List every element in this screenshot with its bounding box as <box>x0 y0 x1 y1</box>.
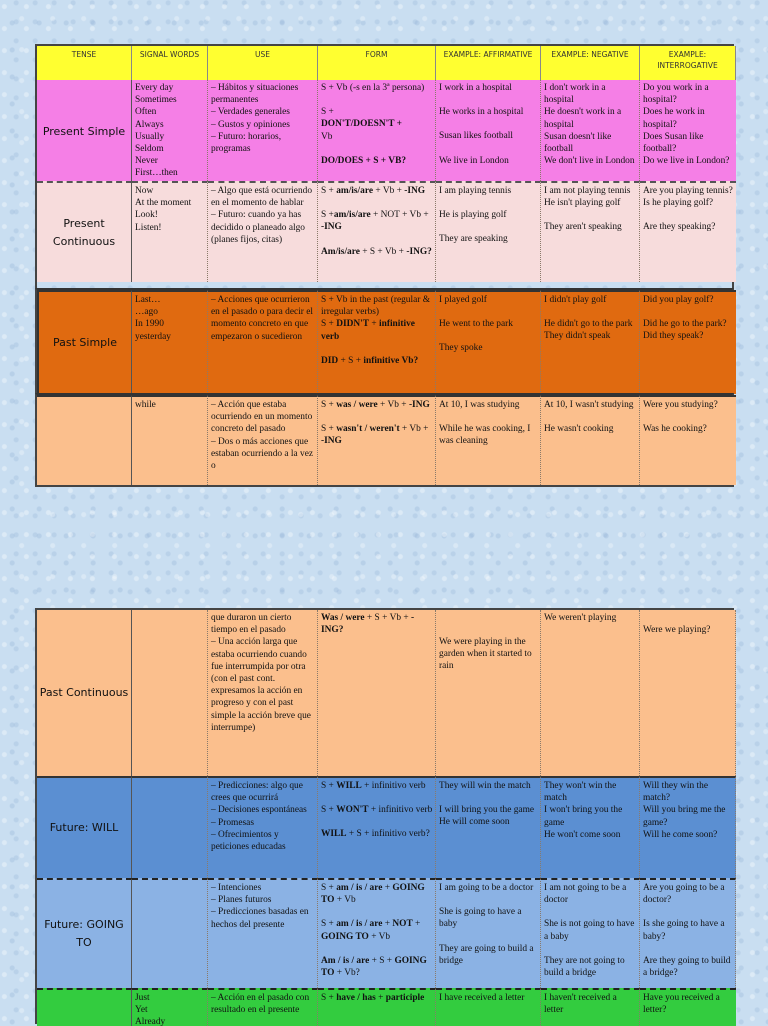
example-interrogative-cell <box>640 776 736 878</box>
signal-words-cell <box>132 395 208 485</box>
tense-present-perfect-blank <box>37 988 132 1026</box>
use-cell <box>208 776 318 878</box>
tense-past-continuous-blank <box>37 395 132 485</box>
use-item: – Predicciones: algo que crees que ocurrirá <box>211 781 303 804</box>
use-item: que duraron un cierto tiempo en el pasado <box>211 613 292 636</box>
signal-word: Just <box>135 993 150 1003</box>
example: Does he work in hospital? <box>643 107 705 130</box>
form-negative: S +am/is/are + NOT + Vb + -ING <box>321 210 429 233</box>
example: I work in a hospital <box>439 83 512 93</box>
use-item: – Gustos y opiniones <box>211 119 290 130</box>
example: Does Susan like football? <box>643 131 704 155</box>
header-signal-words: SIGNAL WORDS <box>132 46 208 80</box>
example: Will they win the match? <box>643 781 708 804</box>
form-cell <box>318 395 436 485</box>
example-negative-cell <box>541 395 640 485</box>
tense-future-will: Future: WILL <box>37 776 132 878</box>
form-cell <box>318 181 436 282</box>
signal-word: while <box>135 400 156 410</box>
example-interrogative-cell <box>640 395 736 485</box>
example: Was he cooking? <box>643 424 707 435</box>
use-item: – Futuro: cuando ya has decidido o planeado algo (planes fijos, citas) <box>211 210 305 245</box>
signal-word: In 1990 <box>135 319 164 330</box>
example-affirmative-cell <box>436 80 541 183</box>
form-affirmative: S + am/is/are + Vb + -ING <box>321 186 426 196</box>
signal-word: Yet <box>135 1005 148 1016</box>
example: They are not going to build a bridge <box>544 955 625 979</box>
example: Do you work in a hospital? <box>643 83 709 106</box>
form-affirmative: S + am / is / are + GOING TO + Vb <box>321 883 425 906</box>
form-negative: S + DIDN'T + infinitive verb <box>321 319 415 342</box>
header-example-interrogative: EXAMPLE: INTERROGATIVE <box>640 46 736 80</box>
use-item: – Promesas <box>211 817 254 828</box>
signal-word: Every day <box>135 83 174 93</box>
signal-words-cell <box>132 181 208 282</box>
example: We were playing in the garden when it started to rain <box>439 637 532 672</box>
example: Did he go to the park? <box>643 319 727 330</box>
use-item: – Futuro: horarios, programas <box>211 131 282 155</box>
example: I played golf <box>439 295 487 305</box>
form-negative: S + WON'T + infinitivo verb <box>321 805 433 816</box>
example: I didn't play golf <box>544 295 607 305</box>
signal-word: Last… <box>135 295 161 305</box>
row-past-simple <box>35 288 734 392</box>
example: I have received a letter <box>439 993 525 1003</box>
example-affirmative-cell <box>436 776 541 878</box>
signal-words-cell <box>132 290 208 394</box>
signal-word: Listen! <box>135 222 162 233</box>
example: I will bring you the game <box>439 805 535 816</box>
header-example-affirmative: EXAMPLE: AFFIRMATIVE <box>436 46 541 80</box>
example-negative-cell <box>541 80 640 183</box>
example: He won't come soon <box>544 829 621 840</box>
form-affirmative: S + Vb (-s en la 3ª persona) <box>321 83 425 93</box>
use-cell <box>208 290 318 394</box>
tense-past-simple: Past Simple <box>37 290 132 394</box>
signal-word: At the moment <box>135 198 192 209</box>
form-affirmative: S + have / has + participle <box>321 993 425 1003</box>
example-negative-cell <box>541 776 640 878</box>
example: At 10, I was studying <box>439 400 520 410</box>
example: We don't live in London <box>544 156 635 167</box>
example: Did you play golf? <box>643 295 714 305</box>
example: I am not going to be a doctor <box>544 883 627 906</box>
tense-present-simple: Present Simple <box>37 80 132 183</box>
example: They are speaking <box>439 234 508 245</box>
form-negative: S + am / is / are + NOT + GOING TO + Vb <box>321 919 421 942</box>
example-negative-cell <box>541 610 640 776</box>
header-tense: TENSE <box>37 46 132 80</box>
example: They didn't speak <box>544 331 611 342</box>
example-affirmative-cell <box>436 290 541 394</box>
example: Are they going to build a bridge? <box>643 955 731 979</box>
form-interrogative: Am/is/are + S + Vb + -ING? <box>321 246 432 257</box>
example: I won't bring you the game <box>544 805 623 828</box>
form-cell <box>318 290 436 394</box>
example: Are you playing tennis? <box>643 186 733 196</box>
example: They are going to build a bridge <box>439 943 534 966</box>
example-interrogative-cell <box>640 988 736 1026</box>
signal-words-cell <box>132 80 208 183</box>
example: Are you going to be a doctor? <box>643 883 725 906</box>
signal-words-cell <box>132 878 208 988</box>
signal-word: Already <box>135 1017 166 1026</box>
use-cell <box>208 395 318 485</box>
use-cell <box>208 878 318 988</box>
example-negative-cell <box>541 290 640 394</box>
example-affirmative-cell <box>436 181 541 282</box>
use-item: – Decisiones espontáneas <box>211 805 307 816</box>
example: Will you bring me the game? <box>643 805 726 828</box>
signal-word: Usually <box>135 131 165 142</box>
header-use: USE <box>208 46 318 80</box>
form-affirmative: S + was / were + Vb + -ING <box>321 400 430 410</box>
example: Susan doesn't like football <box>544 131 612 155</box>
example: They won't win the match <box>544 781 617 804</box>
example-interrogative-cell <box>640 80 736 183</box>
form-interrogative: Am / is / are + S + GOING TO + Vb? <box>321 955 427 979</box>
use-item: – Verdades generales <box>211 107 290 118</box>
tenses-table-bottom <box>35 608 734 1024</box>
example: Did they speak? <box>643 331 704 342</box>
signal-words-cell <box>132 988 208 1026</box>
signal-word: yesterday <box>135 331 171 342</box>
example-negative-cell <box>541 988 640 1026</box>
signal-word: Often <box>135 107 157 118</box>
header-form: FORM <box>318 46 436 80</box>
form-cell <box>318 610 436 776</box>
form-interrogative: Was / were + S + Vb + -ING? <box>321 613 415 636</box>
use-item: – Acción que estaba ocurriendo en un momento concreto del pasado <box>211 400 313 435</box>
form-affirmative: S + WILL + infinitivo verb <box>321 781 426 791</box>
use-item: – Intenciones <box>211 883 262 893</box>
form-interrogative: DID + S + infinitive Vb? <box>321 355 419 366</box>
example-affirmative-cell <box>436 395 541 485</box>
form-interrogative: WILL + S + infinitivo verb? <box>321 829 430 840</box>
example-negative-cell <box>541 878 640 988</box>
use-cell <box>208 610 318 776</box>
example: They spoke <box>439 343 483 354</box>
example: I am not playing tennis <box>544 186 631 196</box>
signal-word: Never <box>135 156 158 167</box>
example: He isn't playing golf <box>544 198 621 209</box>
example: Have you received a letter? <box>643 993 720 1016</box>
tense-present-continuous: Present Continuous <box>37 181 132 282</box>
use-item: – Predicciones basadas en hechos del presente <box>211 907 309 930</box>
use-item: – Hábitos y situaciones permanentes <box>211 83 299 106</box>
form-negative: S + wasn't / weren't + Vb + -ING <box>321 424 429 447</box>
example: She is going to have a baby <box>439 907 522 930</box>
use-item: – Una acción larga que estaba ocurriendo cuando fue interrumpida por otra (con el past cont. expresamos la acción en progreso y con el past simple la acción breve que interrumpe) <box>211 637 311 733</box>
use-cell <box>208 988 318 1026</box>
use-item: – Dos o más acciones que estaban ocurriendo a la vez o <box>211 436 314 472</box>
signal-word: First…then <box>135 168 178 179</box>
example: They aren't speaking <box>544 222 622 233</box>
example: At 10, I wasn't studying <box>544 400 634 410</box>
example: He works in a hospital <box>439 107 524 118</box>
example: He will come soon <box>439 817 510 828</box>
signal-words-cell <box>132 776 208 878</box>
use-item: – Ofrecimientos y peticiones educadas <box>211 829 286 853</box>
example: Were we playing? <box>643 625 711 635</box>
signal-word: Look! <box>135 210 158 221</box>
example-affirmative-cell <box>436 878 541 988</box>
signal-word: Sometimes <box>135 95 177 106</box>
example: While he was cooking, I was cleaning <box>439 424 531 447</box>
example: I am going to be a doctor <box>439 883 534 893</box>
form-cell <box>318 776 436 878</box>
use-item: – Algo que está ocurriendo en el momento de hablar <box>211 186 313 209</box>
use-cell <box>208 80 318 183</box>
form-cell <box>318 80 436 183</box>
example: They will win the match <box>439 781 531 791</box>
example: He went to the park <box>439 319 513 330</box>
form-cell <box>318 988 436 1026</box>
row-present-continuous <box>35 181 734 282</box>
example: He didn't go to the park <box>544 319 633 330</box>
form-cell <box>318 878 436 988</box>
signal-word: Seldom <box>135 144 164 155</box>
example: We weren't playing <box>544 613 617 623</box>
example-interrogative-cell <box>640 290 736 394</box>
example: I haven't received a letter <box>544 993 617 1016</box>
signal-word: Always <box>135 119 164 130</box>
example-affirmative-cell <box>436 988 541 1026</box>
row-past-continuous-part1 <box>35 393 734 487</box>
example: He doesn't work in a hospital <box>544 107 622 130</box>
form-affirmative: S + Vb in the past (regular & irregular verbs) <box>321 295 431 318</box>
header-example-negative: EXAMPLE: NEGATIVE <box>541 46 640 80</box>
example: Are they speaking? <box>643 222 716 233</box>
signal-word: …ago <box>135 307 158 318</box>
example: Do we live in London? <box>643 156 730 167</box>
signal-word: Now <box>135 186 154 196</box>
use-item: – Acción en el pasado con resultado en el presente <box>211 993 310 1016</box>
example: She is not going to have a baby <box>544 919 635 942</box>
form-interrogative: DO/DOES + S + VB? <box>321 155 407 166</box>
example-interrogative-cell <box>640 181 736 282</box>
example-negative-cell <box>541 181 640 282</box>
tense-future-going-to: Future: GOING TO <box>37 878 132 988</box>
example: Is he playing golf? <box>643 198 714 209</box>
use-cell <box>208 181 318 282</box>
use-item: – Acciones que ocurrieron en el pasado o para decir el momento concreto en que empezaron o sucedieron <box>211 295 314 342</box>
signal-words-cell <box>132 610 208 776</box>
example: He is playing golf <box>439 210 507 221</box>
example: Susan likes football <box>439 131 513 142</box>
example: Is she going to have a baby? <box>643 919 725 942</box>
example: Were you studying? <box>643 400 718 410</box>
form-negative: S + DON'T/DOESN'T + Vb <box>321 107 402 142</box>
use-item: – Planes futuros <box>211 895 272 906</box>
example-interrogative-cell <box>640 610 736 776</box>
example: Will he come soon? <box>643 829 718 840</box>
tense-past-continuous: Past Continuous <box>37 610 132 776</box>
example-interrogative-cell <box>640 878 736 988</box>
example: He wasn't cooking <box>544 424 614 435</box>
example: I am playing tennis <box>439 186 512 196</box>
example: We live in London <box>439 155 509 166</box>
example: I don't work in a hospital <box>544 83 606 106</box>
example-affirmative-cell <box>436 610 541 776</box>
